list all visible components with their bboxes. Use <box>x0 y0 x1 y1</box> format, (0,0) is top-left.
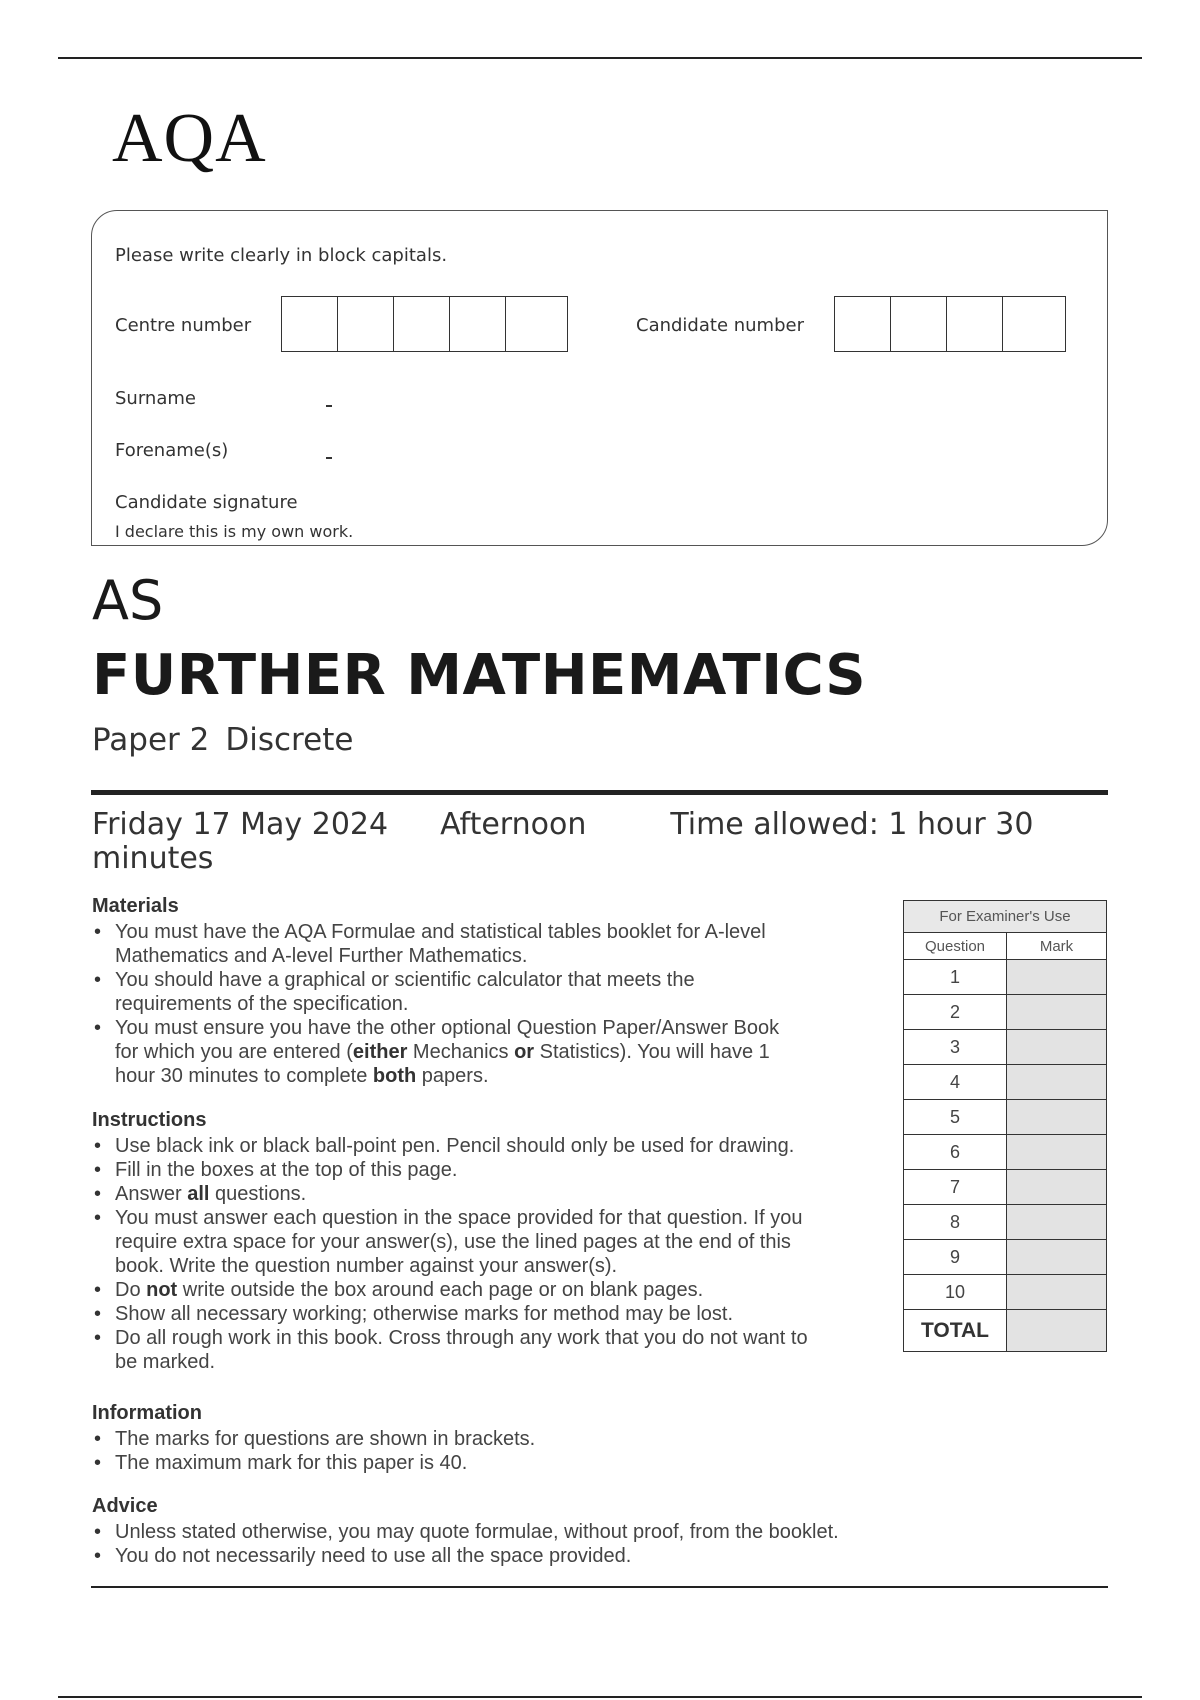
declaration-text: I declare this is my own work. <box>115 522 354 541</box>
question-column-header: Question <box>904 933 1007 960</box>
total-label: TOTAL <box>904 1310 1007 1352</box>
question-number: 6 <box>904 1135 1007 1170</box>
list-item: • You should have a graphical or scientific calculator that meets the requirements of the specification. <box>92 968 782 1016</box>
forenames-label: Forename(s) <box>115 440 229 461</box>
instructions-heading: Instructions <box>92 1109 207 1131</box>
mark-cell[interactable] <box>1007 1205 1107 1240</box>
question-number: 10 <box>904 1275 1007 1310</box>
list-item: • Fill in the boxes at the top of this page. <box>92 1158 892 1182</box>
mark-cell[interactable] <box>1007 1275 1107 1310</box>
table-row <box>904 1065 1107 1100</box>
centre-number-label: Centre number <box>115 315 252 336</box>
exam-session: Afternoon <box>440 807 587 842</box>
candidate-digit-cell[interactable] <box>835 297 891 351</box>
list-item: • The marks for questions are shown in brackets. <box>92 1427 892 1451</box>
aqa-logo: AQA <box>112 100 267 177</box>
table-row <box>904 1275 1107 1310</box>
surname-field[interactable] <box>326 405 332 407</box>
exam-date: Friday 17 May 2024 <box>92 807 389 842</box>
information-section <box>92 1401 892 1475</box>
candidate-number-field[interactable] <box>834 296 1066 352</box>
question-number: 2 <box>904 995 1007 1030</box>
list-item: • Answer all questions. <box>92 1182 892 1206</box>
candidate-digit-cell[interactable] <box>891 297 947 351</box>
time-allowed: Time allowed: 1 hour 30 minutes <box>92 807 1034 876</box>
centre-digit-cell[interactable] <box>450 297 506 351</box>
paper-name: Discrete <box>225 722 354 758</box>
centre-digit-cell[interactable] <box>338 297 394 351</box>
title-rule <box>91 790 1108 795</box>
table-row <box>904 1030 1107 1065</box>
list-item: • Do not write outside the box around each page or on blank pages. <box>92 1278 892 1302</box>
instructions-section <box>92 1108 892 1374</box>
question-number: 4 <box>904 1065 1007 1100</box>
question-number: 8 <box>904 1205 1007 1240</box>
question-number: 7 <box>904 1170 1007 1205</box>
paper-title <box>92 722 354 758</box>
subject-title: FURTHER MATHEMATICS <box>92 643 867 708</box>
mark-cell[interactable] <box>1007 1240 1107 1275</box>
total-mark-cell[interactable] <box>1007 1310 1107 1352</box>
list-item: • You must answer each question in the space provided for that question. If you require extra space for your answer(s), use the lined pages at the end of this book. Write the question number against your answer(s). <box>92 1206 815 1278</box>
qualification-level: AS <box>92 569 164 632</box>
candidate-number-label: Candidate number <box>636 315 804 336</box>
materials-heading: Materials <box>92 895 179 917</box>
session-line <box>92 808 1092 876</box>
mark-cell[interactable] <box>1007 1170 1107 1205</box>
candidate-details-box <box>91 210 1108 546</box>
information-heading: Information <box>92 1402 202 1424</box>
top-rule <box>58 57 1142 59</box>
candidate-digit-cell[interactable] <box>947 297 1003 351</box>
advice-section <box>92 1494 992 1568</box>
paper-number: Paper 2 <box>92 722 210 758</box>
candidate-digit-cell[interactable] <box>1003 297 1059 351</box>
list-item: • You must ensure you have the other optional Question Paper/Answer Book for which you are entered (either Mechanics or Statistics). You will have 1 hour 30 minutes to complete both papers. <box>92 1016 782 1088</box>
section-end-rule <box>91 1586 1108 1588</box>
mark-cell[interactable] <box>1007 1100 1107 1135</box>
list-item: • Use black ink or black ball-point pen. Pencil should only be used for drawing. <box>92 1134 892 1158</box>
mark-cell[interactable] <box>1007 1135 1107 1170</box>
examiners-use-title: For Examiner's Use <box>904 901 1107 933</box>
centre-number-field[interactable] <box>281 296 568 352</box>
centre-digit-cell[interactable] <box>506 297 565 351</box>
mark-cell[interactable] <box>1007 995 1107 1030</box>
mark-cell[interactable] <box>1007 960 1107 995</box>
list-item: • You must have the AQA Formulae and statistical tables booklet for A-level Mathematics and A-level Further Mathematics. <box>92 920 782 968</box>
table-row <box>904 1205 1107 1240</box>
list-item: • The maximum mark for this paper is 40. <box>92 1451 892 1475</box>
block-capitals-instruction: Please write clearly in block capitals. <box>115 245 448 266</box>
surname-label: Surname <box>115 388 196 409</box>
list-item: • You do not necessarily need to use all the space provided. <box>92 1544 992 1568</box>
examiners-use-table <box>903 900 1107 1352</box>
mark-cell[interactable] <box>1007 1065 1107 1100</box>
table-row <box>904 1100 1107 1135</box>
table-row <box>904 1240 1107 1275</box>
mark-cell[interactable] <box>1007 1030 1107 1065</box>
centre-digit-cell[interactable] <box>282 297 338 351</box>
question-number: 3 <box>904 1030 1007 1065</box>
centre-digit-cell[interactable] <box>394 297 450 351</box>
table-row <box>904 1135 1107 1170</box>
question-number: 5 <box>904 1100 1007 1135</box>
question-number: 1 <box>904 960 1007 995</box>
total-row <box>904 1310 1107 1352</box>
advice-heading: Advice <box>92 1495 158 1517</box>
materials-section <box>92 894 782 1088</box>
table-row <box>904 995 1107 1030</box>
signature-label: Candidate signature <box>115 492 298 513</box>
table-row <box>904 960 1107 995</box>
question-number: 9 <box>904 1240 1007 1275</box>
list-item: • Do all rough work in this book. Cross through any work that you do not want to be marked. <box>92 1326 815 1374</box>
bottom-rule <box>58 1696 1142 1698</box>
list-item: • Show all necessary working; otherwise marks for method may be lost. <box>92 1302 892 1326</box>
forenames-field[interactable] <box>326 457 332 459</box>
table-row <box>904 1170 1107 1205</box>
list-item: • Unless stated otherwise, you may quote formulae, without proof, from the booklet. <box>92 1520 992 1544</box>
mark-column-header: Mark <box>1007 933 1107 960</box>
